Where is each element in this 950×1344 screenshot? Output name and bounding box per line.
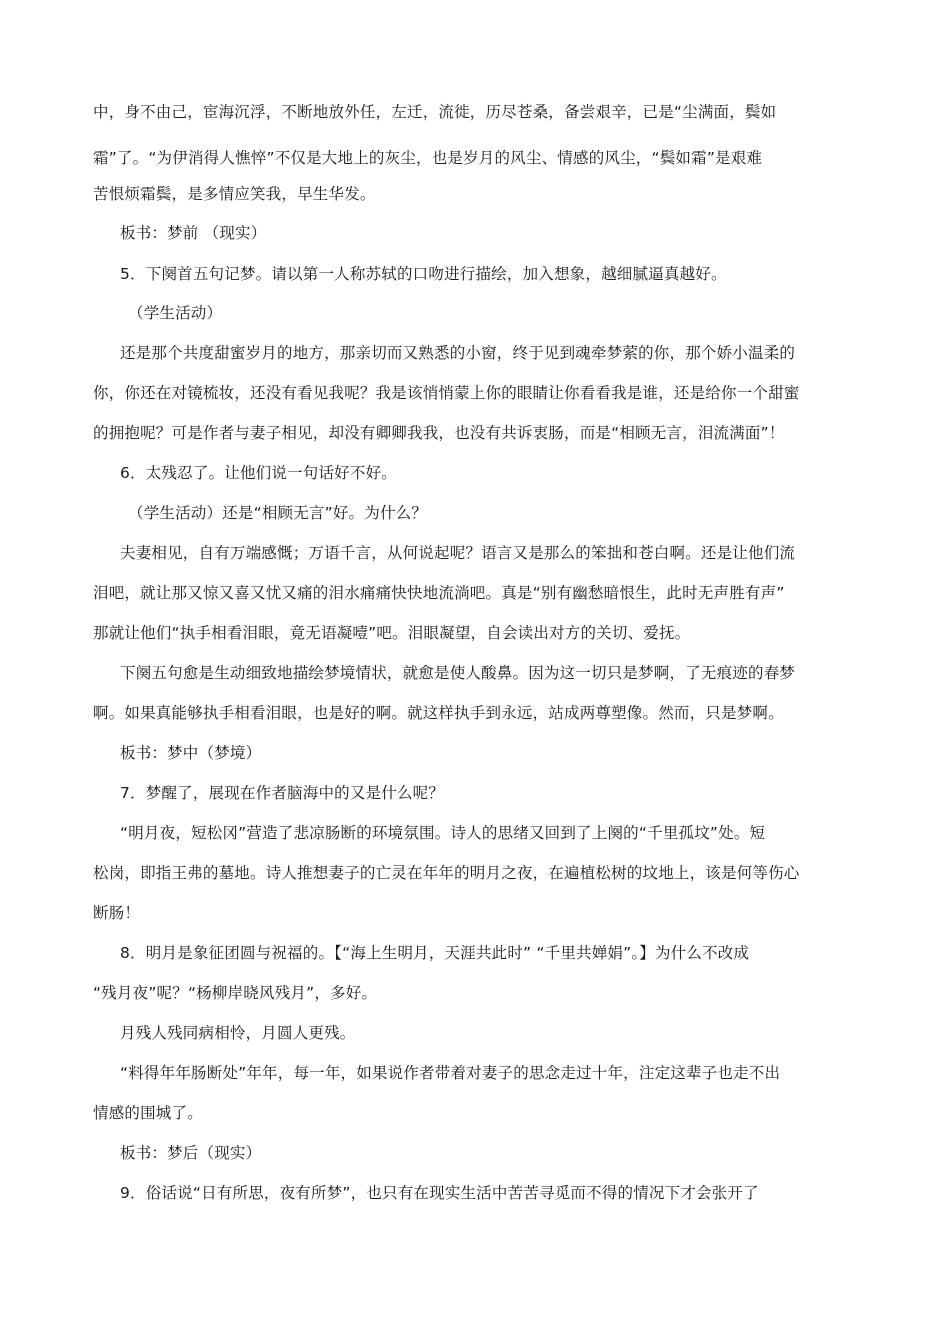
question-5: 5．下阕首五句记梦。请以第一人称苏轼的口吻进行描绘，加入想象，越细腻逼真越好。	[120, 265, 727, 283]
text-line: （学生活动）还是“相顾无言”好。为什么？	[128, 504, 428, 522]
text-line: 下阕五句愈是生动细致地描绘梦境情状，就愈是使人酸鼻。因为这一切只是梦啊，了无痕迹的春梦	[120, 664, 796, 682]
student-activity-label: （学生活动）	[128, 304, 223, 322]
text-line: 的拥抱呢？可是作者与妻子相见，却没有卿卿我我，也没有共诉衷肠，而是“相顾无言，泪流满面”！	[93, 424, 785, 442]
text-line: “明月夜，短松冈”营造了悲凉肠断的环境氛围。诗人的思绪又回到了上阕的“千里孤坟”处。短	[120, 824, 766, 842]
text-line: 还是那个共度甜蜜岁月的地方，那亲切而又熟悉的小窗，终于见到魂牵梦萦的你，那个娇小温柔的	[120, 344, 796, 362]
text-line: 情感的围城了。	[93, 1104, 203, 1122]
board-note: 板书：梦中（梦境）	[120, 744, 262, 762]
text-line: 苦恨烦霜鬓，是多情应笑我，早生华发。	[93, 185, 376, 203]
text-line: 松岗，即指王弗的墓地。诗人推想妻子的亡灵在年年的明月之夜，在遍植松树的坟地上，该是何等伤心	[93, 864, 800, 882]
text-line: 那就让他们“执手相看泪眼，竟无语凝噎”吧。泪眼凝望，自会读出对方的关切、爱抚。	[93, 624, 691, 642]
text-line: 泪吧，就让那又惊又喜又忧又痛的泪水痛痛快快地流淌吧。真是“别有幽愁暗恨生，此时无声胜有声”	[93, 584, 785, 602]
text-line: 霜”了。“为伊消得人憔悴”不仅是大地上的灰尘，也是岁月的风尘、情感的风尘，“鬓如霜”是艰难	[93, 149, 763, 167]
text-line: 你，你还在对镜梳妆，还没有看见我呢？我是该悄悄蒙上你的眼睛让你看看我是谁，还是给你一个甜蜜	[93, 384, 800, 402]
text-line: 断肠！	[93, 904, 141, 922]
question-6: 6．太残忍了。让他们说一句话好不好。	[120, 464, 397, 482]
text-line: “料得年年肠断处”年年，每一年，如果说作者带着对妻子的思念走过十年，注定这辈子也走不出	[120, 1064, 781, 1082]
text-line: 中，身不由己，宦海沉浮，不断地放外任，左迁，流徙，历尽苍桑，备尝艰辛，已是“尘满面，鬓如	[93, 103, 777, 121]
question-9: 9．俗话说“日有所思，夜有所梦”，也只有在现实生活中苦苦寻觅而不得的情况下才会张开了	[120, 1184, 759, 1202]
text-line: “残月夜”呢？“杨柳岸晓风残月”，多好。	[93, 984, 378, 1002]
question-8: 8．明月是象征团圆与祝福的。【“海上生明月，天涯共此时” “千里共婵娟”。】为什么不改成	[120, 944, 750, 962]
text-line: 啊。如果真能够执手相看泪眼，也是好的啊。就这样执手到永远，站成两尊塑像。然而，只是梦啊。	[93, 704, 784, 722]
text-line: 夫妻相见，自有万端感慨；万语千言，从何说起呢？语言又是那么的笨拙和苍白啊。还是让他们流	[120, 544, 796, 562]
question-7: 7．梦醒了，展现在作者脑海中的又是什么呢？	[120, 784, 445, 802]
board-note: 板书：梦后（现实）	[120, 1144, 262, 1162]
text-line: 月残人残同病相怜，月圆人更残。	[120, 1024, 356, 1042]
board-note: 板书：梦前 （现实）	[120, 224, 267, 242]
